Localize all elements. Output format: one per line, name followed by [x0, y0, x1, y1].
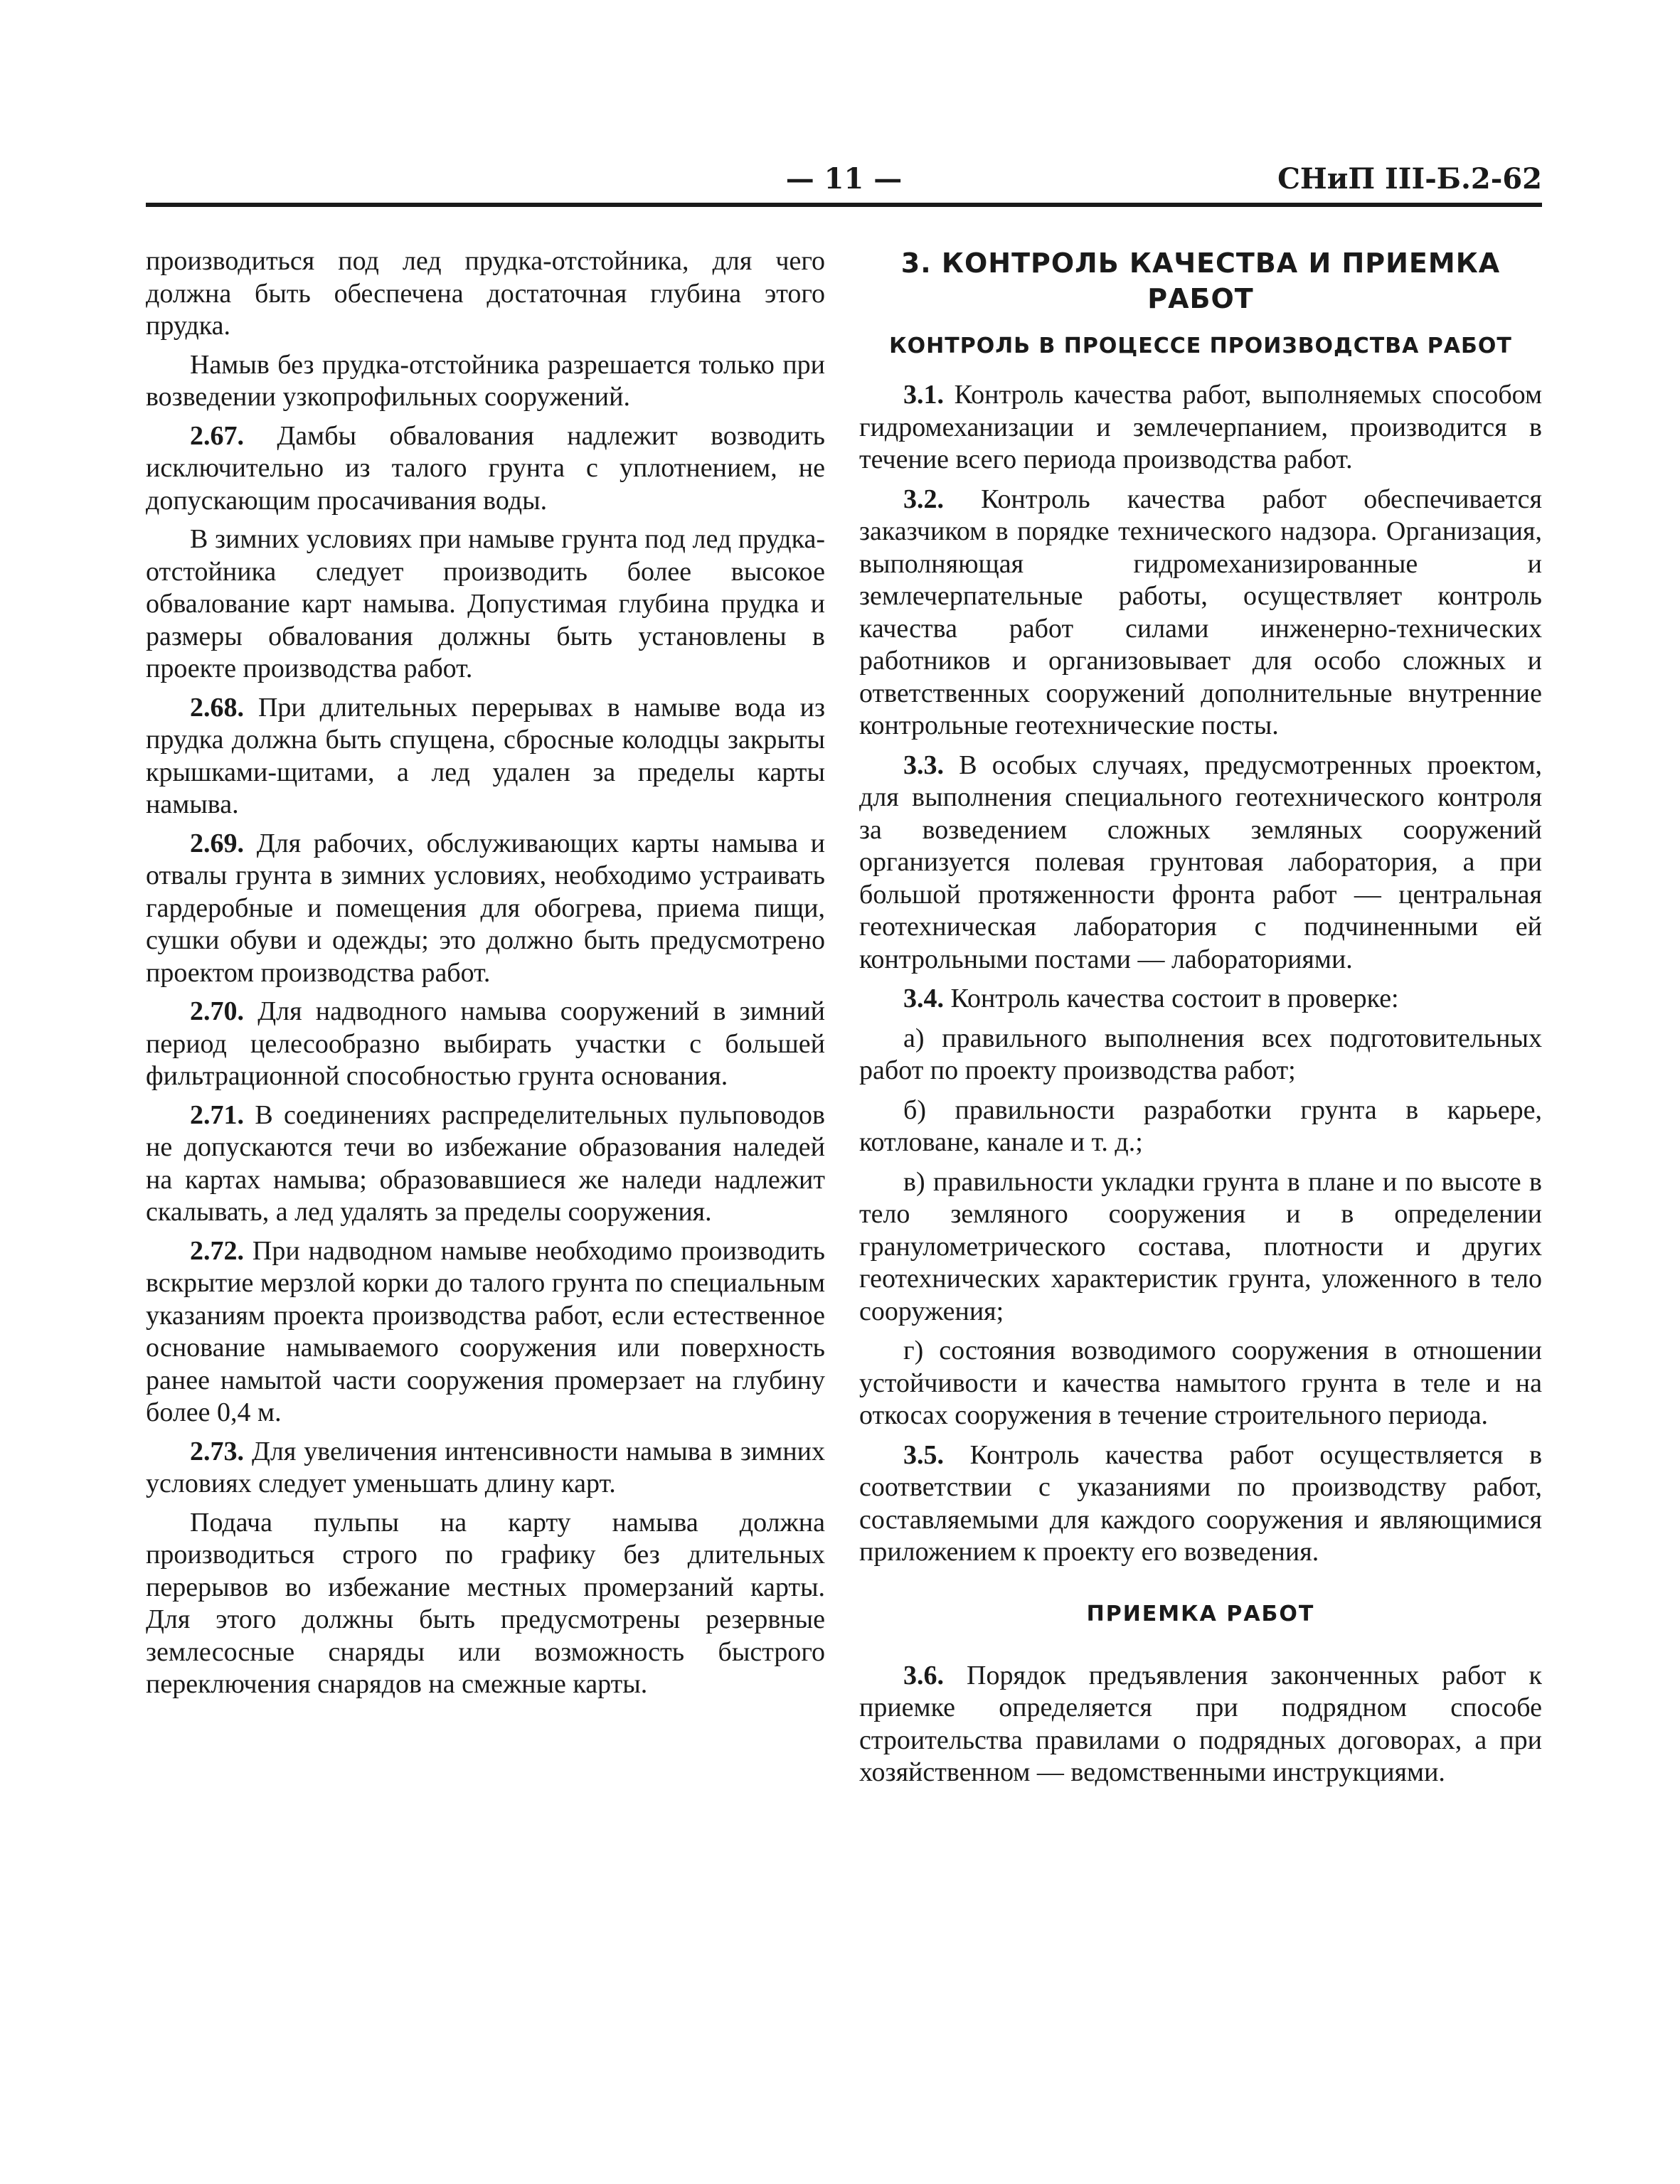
section-title [859, 245, 1542, 316]
clause-number: 3.3. [903, 750, 944, 780]
clause-number: 2.68. [190, 692, 244, 723]
paragraph-text: Контроль качества состоит в проверке: [950, 984, 1399, 1013]
subheading-control: КОНТРОЛЬ В ПРОЦЕССЕ ПРОИЗВОДСТВА РАБОТ [889, 334, 1512, 358]
paragraph-text: Для увеличения интенсивности намыва в зимних условиях следует уменьшать длину карт. [146, 1436, 825, 1498]
subheading-acceptance: ПРИЕМКА РАБОТ [1086, 1601, 1315, 1626]
header-rule [146, 203, 1542, 207]
clause-number: 2.70. [190, 996, 244, 1026]
paragraph [146, 420, 825, 518]
acceptance-paragraphs [859, 1660, 1542, 1789]
paragraph [859, 1094, 1542, 1159]
clause-number: 3.2. [903, 484, 944, 514]
paragraph [146, 523, 825, 686]
section-title-line1: 3. КОНТРОЛЬ КАЧЕСТВА И ПРИЕМКА [900, 247, 1501, 279]
paragraph [859, 1439, 1542, 1569]
paragraph [859, 1023, 1542, 1087]
paragraph-text: Контроль качества работ, выполняемых способом гидромеханизации и землечерпанием, производится в течение всего периода производства работ. [859, 380, 1542, 474]
paragraph [146, 1099, 825, 1229]
paragraph [146, 692, 825, 821]
paragraph [859, 1335, 1542, 1432]
paragraph [859, 1660, 1542, 1789]
section-title-line2: РАБОТ [1147, 283, 1254, 314]
paragraph [859, 1166, 1542, 1328]
clause-number: 2.73. [190, 1436, 244, 1466]
paragraph [146, 828, 825, 990]
paragraph-text: г) состояния возводимого сооружения в отношении устойчивости и качества намытого грунта в теле и на откосах сооружения в течение строительного периода. [859, 1336, 1542, 1430]
paragraph [146, 996, 825, 1093]
document-code: СНиП III-Б.2-62 [1277, 162, 1542, 196]
page-header [146, 162, 1542, 205]
clause-number: 2.69. [190, 828, 244, 858]
clause-number: 3.1. [903, 380, 944, 410]
clause-number: 2.72. [190, 1235, 244, 1266]
right-column [859, 245, 1542, 1796]
paragraph-text: Подача пульпы на карту намыва должна производиться строго по графику без длительных перерывов во избежание местных промерзаний карты. Для этого должны быть предусмотрены резервные землесосные снаряды или возможность быстрого переключения снарядов на смежные карты. [146, 1507, 825, 1699]
paragraph-text: Для надводного намыва сооружений в зимний период целесообразно выбирать участки с большей фильтрационной способностью грунта основания. [146, 996, 825, 1091]
clause-number: 3.5. [903, 1439, 944, 1470]
paragraph-text: Контроль качества работ осуществляется в соответствии с указаниями по производству работ, составляемыми для каждого сооружения и являющимися приложением к проекту его возведения. [859, 1439, 1543, 1567]
paragraph-text: б) правильности разработки грунта в карьере, котловане, канале и т. д.; [859, 1094, 1542, 1157]
paragraph-text: При длительных перерывах в намыве вода из прудка должна быть спущена, сбросные колодцы закрыты крышками-щитами, а лед удален за пределы карты намыва. [146, 692, 825, 819]
paragraph-text: Порядок предъявления законченных работ к приемке определяется при подрядном способе строительства правилами о подрядных договорах, а при хозяйственном — ведомственными инструкциями. [859, 1660, 1542, 1787]
paragraph-text: В особых случаях, предусмотренных проектом, для выполнения специального геотехнического контроля за возведением сложных земляных сооружений организуется полевая грунтовая лаборатория, а при большой протяженности фронта работ — центральная геотехническая лаборатория с подчиненными ей контрольными постами — лабораториями. [859, 750, 1543, 974]
paragraph-text: При надводном намыве необходимо производить вскрытие мерзлой корки до талого грунта по специальным указаниям проекта производства работ, если естественное основание намываемого сооружения или поверхность ранее намытой части сооружения промерзает на глубину более 0,4 м. [146, 1235, 825, 1427]
paragraph [146, 245, 825, 343]
paragraph-text: В зимних условиях при намыве грунта под лед прудка-отстойника следует производить более высокое обвалование карт намыва. Допустимая глубина прудка и размеры обвалования должны быть установлены в проекте производства работ. [146, 524, 825, 683]
paragraph-text: а) правильного выполнения всех подготовительных работ по проекту производства работ; [859, 1023, 1542, 1085]
paragraph [859, 379, 1542, 476]
page-number: — 11 — [785, 162, 903, 196]
clause-number: 2.71. [190, 1099, 244, 1130]
paragraph-text: Дамбы обвалования надлежит возводить исключительно из талого грунта с уплотнением, не допускающим просачивания воды. [146, 420, 826, 516]
paragraph [146, 1507, 825, 1701]
paragraph [146, 349, 825, 414]
paragraph [146, 1235, 825, 1429]
clause-number: 3.6. [903, 1660, 944, 1690]
clause-number: 2.67. [190, 420, 244, 451]
left-column [146, 245, 825, 1708]
paragraph [859, 750, 1542, 976]
paragraph [859, 983, 1542, 1016]
control-paragraphs [859, 379, 1542, 1569]
paragraph-text: Намыв без прудка-отстойника разрешается только при возведении узкопрофильных сооружений. [146, 349, 825, 412]
paragraph-text: Контроль качества работ обеспечивается заказчиком в порядке технического надзора. Организация, выполняющая гидромеханизированные и землечерпательные работы, осуществляет контроль качества работ силами инженерно-технических работников и организовывает для особо сложных и ответственных сооружений дополнительные внутренние контрольные геотехнические посты. [859, 484, 1542, 740]
paragraph [859, 484, 1542, 742]
paragraph-text: производиться под лед прудка-отстойника, для чего должна быть обеспечена достаточная глубина этого прудка. [146, 246, 825, 341]
paragraph-text: В соединениях распределительных пульповодов не допускаются течи во избежание образования наледей на картах намыва; образовавшиеся же наледи надлежит скалывать, а лед удалять за пределы сооружения. [146, 1099, 826, 1227]
paragraph-text: Для рабочих, обслуживающих карты намыва и отвалы грунта в зимних условиях, необходимо устраивать гардеробные и помещения для обогрева, приема пищи, сушки обуви и одежды; это должно быть предусмотрено проектом производства работ. [146, 828, 825, 988]
clause-number: 3.4. [903, 984, 944, 1013]
paragraph [146, 1436, 825, 1501]
paragraph-text: в) правильности укладки грунта в плане и по высоте в тело земляного сооружения и в определении гранулометрического состава, плотности и других геотехнических характеристик грунта, уложенного в тело сооружения; [859, 1166, 1542, 1326]
